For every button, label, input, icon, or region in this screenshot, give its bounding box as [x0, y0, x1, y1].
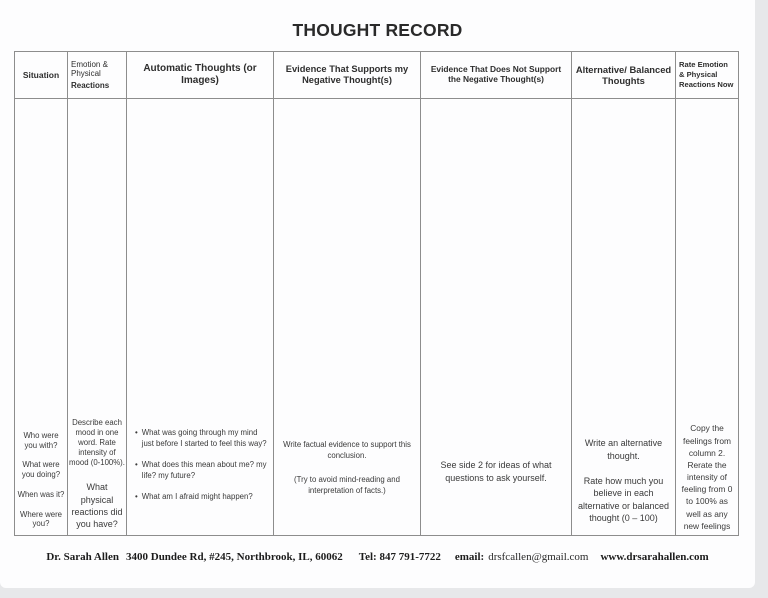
bullet-icon: • — [135, 460, 138, 470]
footer-contact-line — [0, 551, 755, 563]
prompt-text: What were you doing? — [21, 460, 61, 480]
prompt-text: Rate how much you believe in each alternative or balanced thought (0 – 100) — [577, 475, 670, 524]
table-row — [15, 99, 739, 536]
col-header-emotion — [68, 52, 127, 99]
cell-situation-prompts — [15, 99, 68, 536]
prompt-text: When was it? — [17, 489, 65, 499]
col-header-situation: Situation — [15, 52, 68, 99]
footer-address: 3400 Dundee Rd, #245, Northbrook, IL, 60062 — [126, 551, 343, 563]
prompt-text: Write factual evidence to support this conclusion. — [283, 440, 411, 461]
list-item — [135, 460, 269, 481]
col-header-automatic-thoughts: Automatic Thoughts (or Images) — [127, 52, 274, 99]
prompt-text: What was going through my mind just before I started to feel this way? — [141, 428, 267, 448]
col-header-alternative-thoughts: Alternative/ Balanced Thoughts — [572, 52, 676, 99]
page-title: THOUGHT RECORD — [292, 20, 463, 40]
col-header-emotion-bold: Reactions — [71, 80, 110, 90]
bullet-icon: • — [135, 428, 138, 438]
thought-record-table — [14, 51, 739, 536]
prompt-text: Write an alternative thought. — [584, 438, 663, 462]
prompt-text: What does this mean about me? my life? my future? — [141, 460, 267, 480]
cell-automatic-thoughts-prompts — [127, 99, 274, 536]
header-row — [15, 52, 739, 99]
col-header-rate-now: Rate Emotion & Physical Reactions Now — [676, 52, 739, 99]
col-header-evidence-supports: Evidence That Supports my Negative Thought(s) — [274, 52, 421, 99]
footer-website: www.drsarahallen.com — [600, 551, 709, 563]
prompt-text: Who were you with? — [23, 430, 59, 450]
col-header-emotion-text: Emotion & Physical — [71, 59, 108, 79]
footer-name: Dr. Sarah Allen — [46, 551, 119, 563]
list-item — [135, 492, 269, 503]
col-header-evidence-against: Evidence That Does Not Support the Negative Thought(s) — [421, 52, 572, 99]
bullet-icon: • — [135, 492, 138, 502]
cell-rate-now-prompts — [676, 99, 739, 536]
list-item — [135, 428, 269, 449]
prompt-text: What am I afraid might happen? — [141, 492, 253, 502]
footer-email-label: email: — [454, 551, 485, 563]
prompt-text: What physical reactions did you have? — [71, 482, 123, 529]
prompt-text: See side 2 for ideas of what questions to ask yourself. — [440, 459, 552, 483]
cell-evidence-supports-prompts — [274, 99, 421, 536]
footer-phone: Tel: 847 791-7722 — [358, 551, 441, 563]
cell-evidence-against-prompts — [421, 99, 572, 536]
prompt-text: Copy the feelings from column 2. Rerate the intensity of feeling from 0 to 100% as well as any new feelings — [681, 423, 733, 531]
prompt-text: Describe each mood in one word. Rate intensity of mood (0-100%). — [69, 417, 125, 468]
cell-alternative-prompts — [572, 99, 676, 536]
prompt-text: (Try to avoid mind-reading and interpretation of facts.) — [294, 475, 400, 496]
cell-emotion-prompts — [68, 99, 127, 536]
prompt-text: Where were you? — [19, 509, 63, 529]
footer-email-address: drsfcallen@gmail.com — [488, 551, 589, 563]
